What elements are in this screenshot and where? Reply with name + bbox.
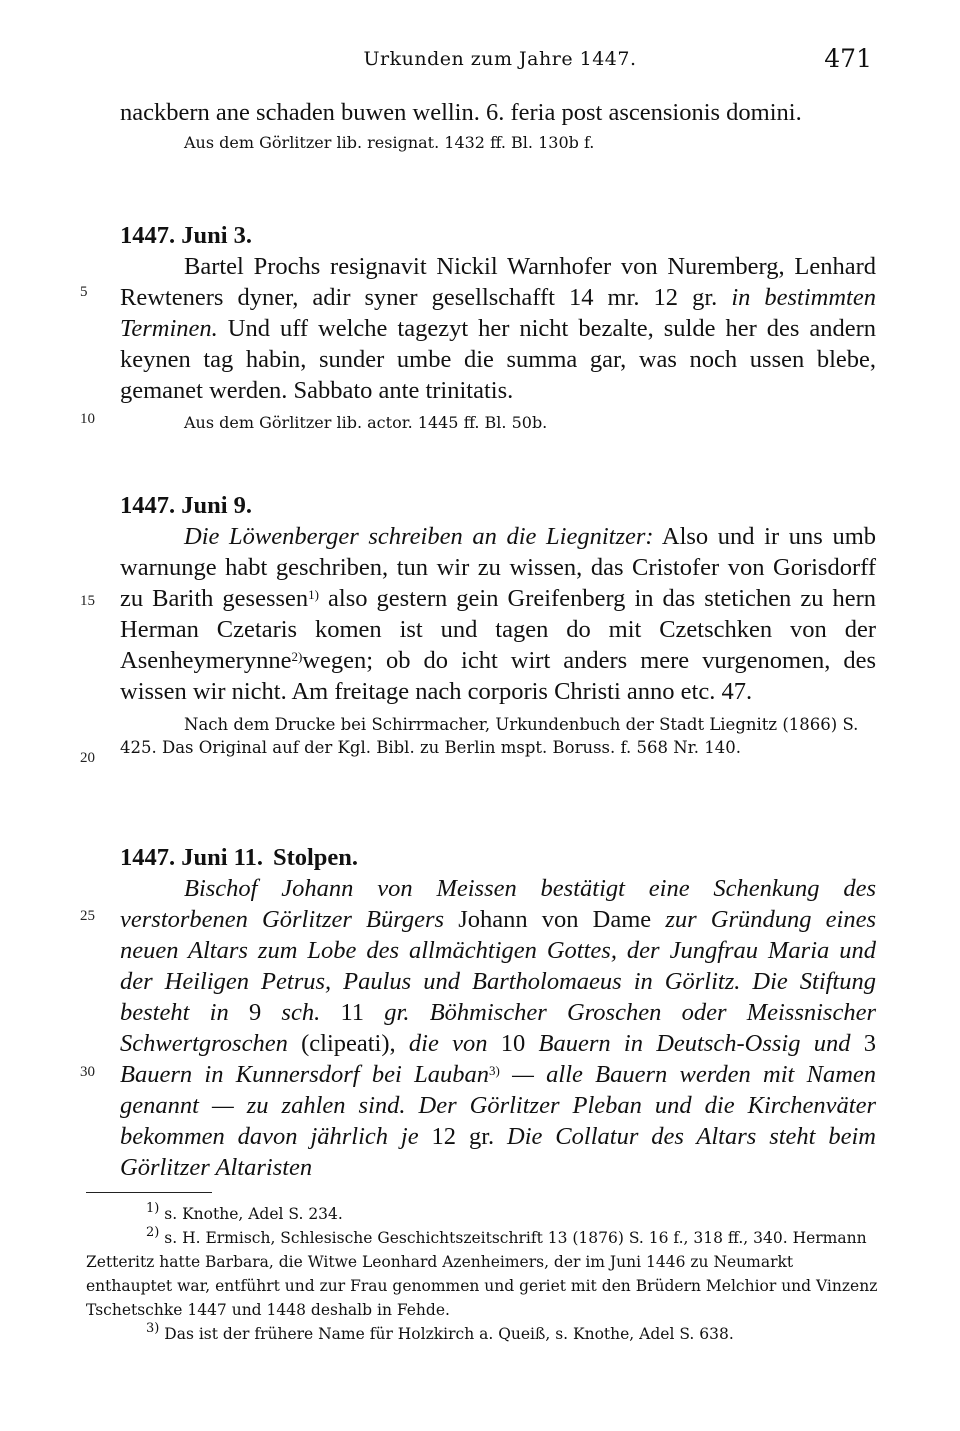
line-number: 10 bbox=[80, 411, 95, 427]
italic-span: gr. bbox=[384, 999, 410, 1026]
entry-june-11 bbox=[120, 842, 876, 1183]
line-number: 30 bbox=[80, 1064, 95, 1080]
page-header bbox=[120, 44, 880, 78]
source-note: Aus dem Görlitzer lib. actor. 1445 ff. Bl. 50b. bbox=[184, 413, 548, 432]
line-number: 5 bbox=[80, 284, 88, 300]
footnote-mark: 3) bbox=[146, 1321, 160, 1336]
italic-span: Bauern in Kunnersdorf bei Lauban bbox=[120, 1061, 489, 1088]
italic-span: zur Gründung eines neuen Altars zum Lobe des allmächtigen Gottes, der Jungfrau Maria und der Heiligen Petrus, Paulus und Bartholomaeus in Görlitz. Die Stiftung besteht in bbox=[120, 906, 877, 1026]
footnote-1 bbox=[86, 1202, 878, 1226]
footnote-rule bbox=[86, 1192, 212, 1193]
entry-text bbox=[120, 251, 876, 406]
footnote-2 bbox=[86, 1226, 878, 1322]
entry-text bbox=[120, 521, 876, 707]
text-span: Johann von Dame bbox=[458, 906, 652, 933]
entry-place: Stolpen. bbox=[272, 844, 359, 871]
footnote-mark: 1) bbox=[146, 1201, 160, 1216]
text-span: wegen; ob do icht wirt anders mere vurgenomen, des wissen wir nicht. Am freitage nach corporis Christi anno etc. 47. bbox=[120, 647, 876, 705]
continuation-text: nackbern ane schaden buwen wellin. 6. feria post ascensionis domini. bbox=[120, 99, 802, 126]
italic-span: Böhmischer Groschen oder Meissnischer Schwertgroschen bbox=[120, 999, 876, 1057]
continuation-block bbox=[120, 97, 876, 154]
italic-span: Bischof Johann von Meissen bestätigt eine Schenkung des verstorbenen Görlitzer Bürgers bbox=[120, 875, 876, 933]
footnote-3 bbox=[86, 1322, 878, 1346]
text-span: Bartel Prochs resignavit Nickil Warnhofer von Nuremberg, Lenhard Rewteners dyner, adir syner gesellschafft 14 mr. 12 gr. bbox=[120, 253, 876, 311]
text-span: 9 bbox=[248, 999, 262, 1026]
text-span: gr. bbox=[468, 1123, 495, 1150]
entry-date: 1447. Juni 9. bbox=[120, 492, 253, 519]
text-span: 3 bbox=[863, 1030, 877, 1057]
footnote-text: s. H. Ermisch, Schlesische Geschichtszeitschrift 13 (1876) S. 16 f., 318 ff., 340. Hermann Zetteritz hatte Barbara, die Witwe Leonhard Azenheimers, der im Juni 1446 zu Neumarkt enthauptet war, entführt und zur Frau genommen und geriet mit den Brüdern Melchior und Vinzenz Tschetschke 1447 und 1448 deshalb in Fehde. bbox=[86, 1229, 878, 1319]
footnote-ref: 3) bbox=[488, 1063, 500, 1078]
entry-date: 1447. Juni 11. bbox=[120, 844, 263, 871]
italic-span: die von bbox=[408, 1030, 488, 1057]
entry-text bbox=[120, 873, 876, 1183]
text-span: 10 bbox=[500, 1030, 526, 1057]
italic-span: Bauern in Deutsch-Ossig und bbox=[538, 1030, 851, 1057]
text-span: 11 bbox=[340, 999, 365, 1026]
italic-span: sch. bbox=[281, 999, 321, 1026]
footnote-text: Das ist der frühere Name für Holzkirch a. Queiß, s. Knothe, Adel S. 638. bbox=[164, 1325, 734, 1343]
entry-june-3 bbox=[120, 220, 876, 434]
text-span: also gestern gein Greifenberg in das stetichen zu hern Herman Czetaris komen ist und tagen do mit Czetschken von der Asenheymerynne bbox=[120, 585, 876, 674]
text-span: Und uff welche tagezyt her nicht bezalte, sulde her des andern keynen tag habin, sunder umbe die summa gar, was noch ussen blebe, gemanet werden. Sabbato ante trinitatis. bbox=[120, 315, 877, 404]
line-number: 15 bbox=[80, 593, 95, 609]
entry-june-9 bbox=[120, 490, 876, 759]
text-span: 12 bbox=[431, 1123, 457, 1150]
source-note: Aus dem Görlitzer lib. resignat. 1432 ff. Bl. 130b f. bbox=[184, 133, 595, 152]
line-number: 25 bbox=[80, 908, 95, 924]
source-note: Nach dem Drucke bei Schirrmacher, Urkundenbuch der Stadt Liegnitz (1866) S. 425. Das Original auf der Kgl. Bibl. zu Berlin mspt. Boruss. f. 568 Nr. 140. bbox=[120, 715, 859, 757]
entry-date: 1447. Juni 3. bbox=[120, 222, 253, 249]
text-span: (clipeati), bbox=[301, 1030, 396, 1057]
italic-span: in bestimmten Terminen. bbox=[120, 284, 876, 342]
line-number: 20 bbox=[80, 750, 95, 766]
running-head: Urkunden zum Jahre 1447. bbox=[363, 48, 637, 70]
footnote-ref: 1) bbox=[308, 587, 319, 602]
italic-span: Die Löwenberger schreiben an die Liegnitzer: bbox=[184, 523, 654, 550]
text-span: Also und ir uns umb warnunge habt geschriben, tun wir zu wissen, das Cristofer von Gorisdorff zu Barith gesessen bbox=[120, 523, 876, 612]
italic-span: — alle Bauern werden mit Namen genannt — zu zahlen sind. Der Görlitzer Pleban und die Kirchenväter bekommen davon jährlich je bbox=[120, 1061, 877, 1150]
footnote-ref: 2) bbox=[291, 649, 303, 664]
footnote-text: s. Knothe, Adel S. 234. bbox=[164, 1205, 343, 1223]
entry-date-line bbox=[120, 842, 876, 873]
footnote-mark: 2) bbox=[146, 1225, 160, 1240]
page-number: 471 bbox=[824, 44, 872, 73]
italic-span: Die Collatur des Altars steht beim Görlitzer Altaristen bbox=[120, 1123, 876, 1181]
